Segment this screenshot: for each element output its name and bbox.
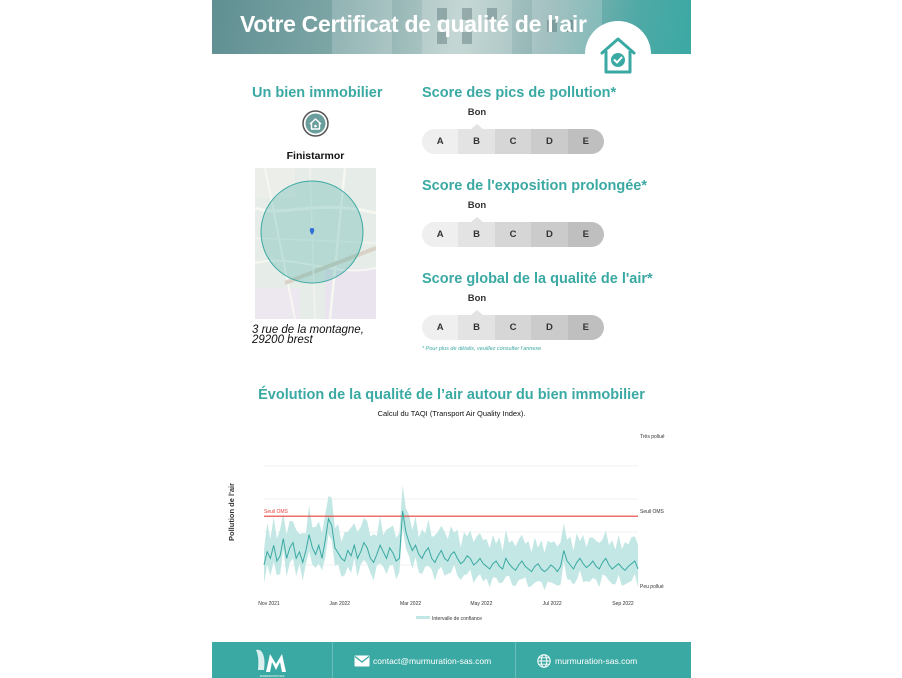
- grade-d: D: [531, 129, 567, 154]
- grade-d: D: [531, 222, 567, 247]
- grade-a: A: [422, 315, 458, 340]
- map-image: [255, 168, 376, 319]
- logo-text: MURMURATION SAS: [259, 675, 285, 678]
- x-tick-label: Nov 2021: [258, 601, 280, 607]
- grade-b: B: [458, 315, 494, 340]
- grade-c: C: [495, 315, 531, 340]
- x-tick-label: Mar 2022: [400, 601, 422, 607]
- grade-b: B: [458, 129, 494, 154]
- grade-d: D: [531, 315, 567, 340]
- grade-c: C: [495, 222, 531, 247]
- x-tick-label: Jul 2022: [542, 601, 562, 607]
- property-address: 3 rue de la montagne, 29200 brest: [252, 324, 364, 346]
- footer: [212, 642, 691, 678]
- grade-e: E: [568, 222, 604, 247]
- website-link[interactable]: murmuration-sas.com: [555, 656, 638, 666]
- property-home-icon: [302, 110, 329, 137]
- evolution-subtitle: Calcul du TAQI (Transport Air Quality Index).: [377, 409, 526, 418]
- property-city: Finistarmor: [286, 150, 345, 162]
- grade-e: E: [568, 129, 604, 154]
- grade-c: C: [495, 129, 531, 154]
- x-tick-label: Sep 2022: [612, 601, 634, 607]
- x-tick-label: Jan 2022: [329, 601, 351, 607]
- threshold-label: Seuil OMS: [264, 509, 288, 516]
- y-scale-low-label: Peu pollué: [640, 584, 664, 590]
- score-grade-label: Bon: [467, 200, 487, 211]
- footnote: * Pour plus de détails, veuillez consulter l’annexe: [422, 346, 542, 352]
- score-rating-bar: [422, 315, 604, 340]
- evolution-title: Évolution de la qualité de l’air autour du bien immobilier: [258, 387, 645, 403]
- score-heading: Score global de la qualité de l'air*: [422, 271, 653, 287]
- legend-label: Intervalle de confiance: [432, 616, 483, 622]
- certificate-page: [212, 0, 691, 678]
- grade-b: B: [458, 222, 494, 247]
- confidence-band: [264, 485, 638, 590]
- murmuration-logo: [252, 644, 292, 678]
- y-scale-threshold-label: Seuil OMS: [640, 509, 664, 515]
- contact-email-link[interactable]: contact@murmuration-sas.com: [373, 656, 492, 666]
- score-grade-label: Bon: [467, 107, 487, 118]
- grade-e: E: [568, 315, 604, 340]
- house-check-icon: [599, 35, 637, 75]
- score-heading: Score des pics de pollution*: [422, 85, 617, 101]
- evolution-chart: [212, 426, 691, 628]
- score-heading: Score de l'exposition prolongée*: [422, 178, 648, 194]
- y-axis-label: Pollution de l'air: [227, 482, 236, 542]
- page-title: Votre Certificat de qualité de l’air: [240, 11, 587, 37]
- email-icon: [354, 655, 370, 667]
- score-grade-label: Bon: [467, 293, 487, 304]
- grade-a: A: [422, 129, 458, 154]
- grade-a: A: [422, 222, 458, 247]
- certified-badge: [585, 21, 651, 87]
- globe-icon: [537, 654, 551, 668]
- legend-swatch: [416, 616, 430, 619]
- property-map: [255, 168, 376, 319]
- score-rating-bar: [422, 129, 604, 154]
- property-heading: Un bien immobilier: [252, 85, 383, 101]
- score-rating-bar: [422, 222, 604, 247]
- x-tick-label: May 2022: [470, 601, 493, 607]
- y-scale-high-label: Très pollué: [640, 434, 665, 440]
